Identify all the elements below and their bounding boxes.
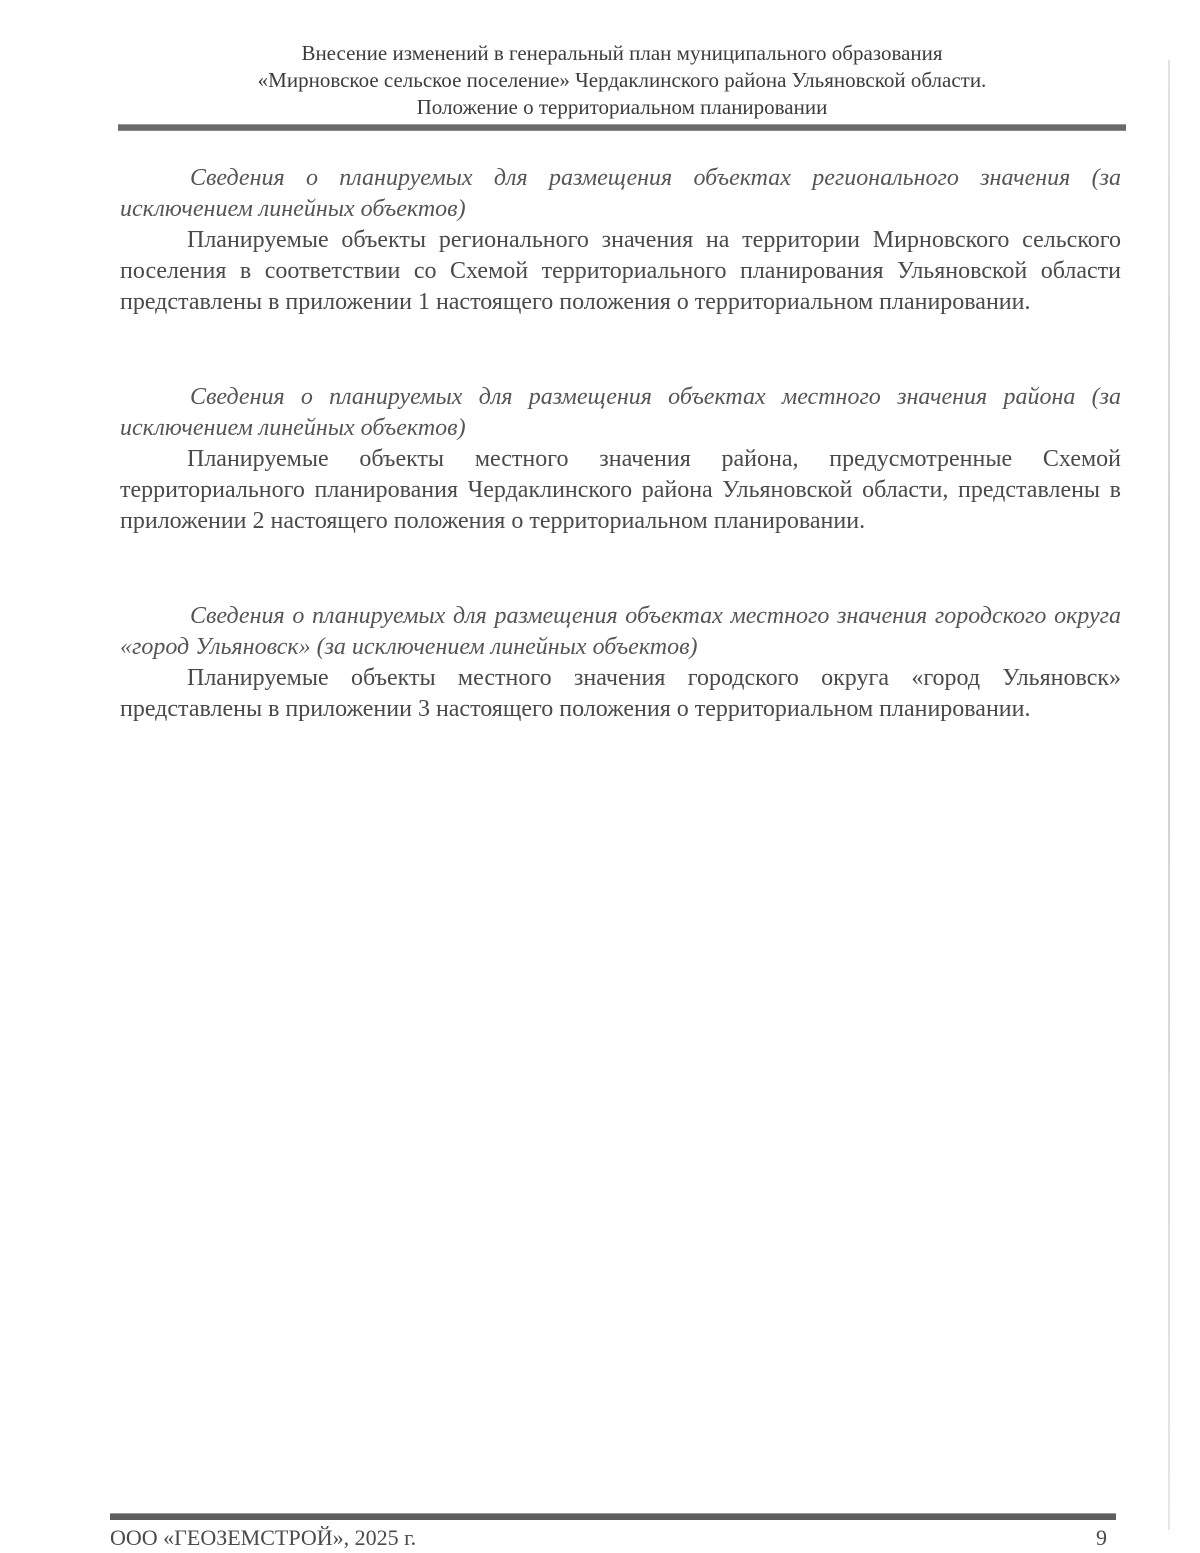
header-line-2: «Мирновское сельское поселение» Чердаклинского района Ульяновской области.	[257, 68, 987, 92]
page-number: 9	[1096, 1525, 1107, 1550]
section-paragraph: Планируемые объекты местного значения района, предусмотренные Схемой территориального планирования Чердаклинского района Ульяновской области, представлены в приложении 2 настоящего положения о территориальном планировании.	[120, 446, 1121, 534]
section-paragraph: Планируемые объекты местного значения городского округа «город Ульяновск» представлены в приложении 3 настоящего положения о территориальном планировании.	[120, 665, 1121, 722]
section-caption: Сведения о планируемых для размещения объектах местного значения района (за исключением линейных объектов)	[120, 384, 1121, 441]
running-header	[118, 40, 1126, 121]
footer-divider	[110, 1513, 1116, 1520]
footer-company: ООО «ГЕОЗЕМСТРОЙ», 2025 г.	[110, 1525, 417, 1550]
scan-edge-line	[1168, 60, 1170, 1530]
header-line-3: Положение о территориальном планировании	[416, 95, 828, 119]
section-caption: Сведения о планируемых для размещения объектах регионального значения (за исключением линейных объектов)	[120, 165, 1121, 222]
section-city	[120, 601, 1121, 725]
section-paragraph: Планируемые объекты регионального значения на территории Мирновского сельского поселения в соответствии со Схемой территориального планирования Ульяновской области представлены в приложении 1 настоящего положения о территориальном планировании.	[120, 227, 1121, 315]
section-district	[120, 382, 1121, 537]
header-divider	[118, 124, 1126, 131]
section-regional	[120, 163, 1121, 318]
header-line-1: Внесение изменений в генеральный план муниципального образования	[301, 41, 943, 65]
section-caption: Сведения о планируемых для размещения объектах местного значения городского округа «город Ульяновск» (за исключением линейных объектов)	[120, 603, 1121, 660]
